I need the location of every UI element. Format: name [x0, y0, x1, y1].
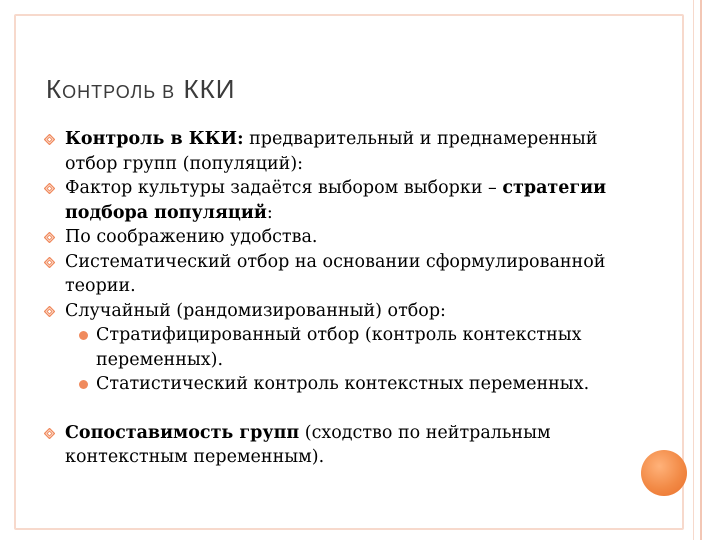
decorative-edge-line [700, 0, 702, 540]
decorative-edge-line [693, 0, 694, 540]
bullet-text: предварительный и преднамеренный отбор групп (популяций): [65, 129, 598, 174]
bullet-text: Случайный (рандомизированный) отбор: [65, 300, 446, 321]
bullet-bold-text: Контроль в ККИ: [65, 129, 244, 149]
bullet-list [44, 127, 644, 470]
bullet-diamond-icon [44, 232, 55, 243]
sub-bullet-text: Статистический контроль контекстных переменных. [96, 374, 590, 394]
orange-orb-icon [641, 450, 687, 496]
sub-bullet-item [44, 323, 644, 372]
bullet-item [44, 250, 644, 299]
sub-bullet-item [44, 372, 644, 397]
title-acronym: ККИ [183, 74, 236, 104]
bullet-bold-text: Сопоставимость групп [65, 422, 300, 443]
bullet-diamond-icon [44, 428, 55, 439]
bullet-item [44, 225, 644, 250]
bullet-dot-icon [79, 380, 88, 389]
bullet-text: Фактор культуры задаётся выбором выборки – [65, 178, 503, 198]
bullet-bold-text: стратегии подбора популяций [65, 178, 607, 223]
title-middle: ОНТРОЛЬ В [62, 82, 176, 102]
bullet-diamond-icon [44, 183, 55, 194]
title-initial: К [46, 74, 63, 104]
bullet-text: Систематический отбор на основании сформулированной теории. [65, 251, 606, 296]
bullet-diamond-icon [44, 306, 55, 317]
bullet-item [44, 299, 644, 324]
bullet-text: По соображению удобства. [65, 227, 318, 247]
bullet-diamond-icon [44, 134, 55, 145]
bullet-item [44, 127, 644, 176]
bullet-diamond-icon [44, 257, 55, 268]
bullet-text: : [266, 202, 273, 223]
slide-title [46, 74, 235, 105]
spacer [44, 397, 644, 421]
sub-bullet-text: Стратифицированный отбор (контроль контекстных переменных). [96, 325, 582, 370]
bullet-text: (сходство по нейтральным контекстным переменным). [65, 422, 551, 467]
bullet-item [44, 176, 644, 225]
bullet-dot-icon [79, 331, 88, 340]
bullet-item [44, 421, 644, 470]
